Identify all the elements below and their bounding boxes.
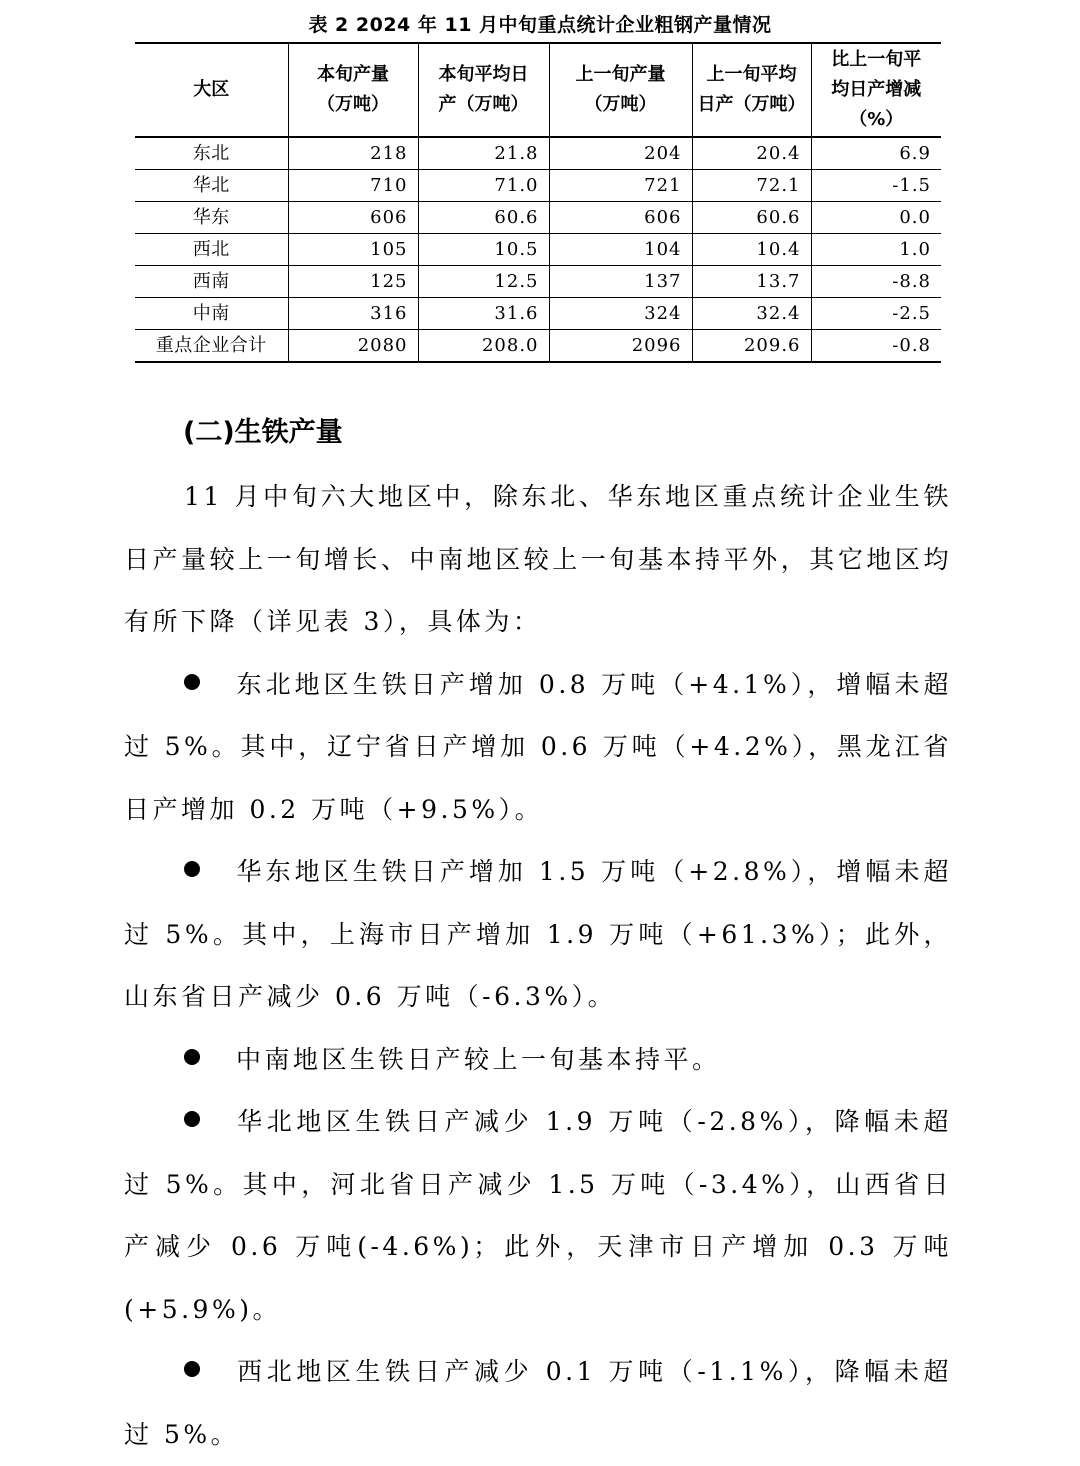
region-cell: 东北 (135, 137, 288, 170)
table-row (135, 298, 941, 330)
header-daily-change-pct: 比上一旬平 均日产增减 （%） (811, 43, 941, 137)
section-heading: (二)生铁产量 (183, 417, 343, 448)
current-daily-avg-cell: 71.0 (418, 170, 549, 202)
previous-daily-avg-cell: 10.4 (692, 234, 811, 266)
bullet-paragraph (124, 841, 952, 1029)
current-daily-avg-cell: 208.0 (418, 330, 549, 363)
region-cell: 中南 (135, 298, 288, 330)
region-cell: 重点企业合计 (135, 330, 288, 363)
table-total-row (135, 330, 941, 363)
daily-change-pct-cell: 1.0 (811, 234, 941, 266)
current-output-cell: 125 (288, 266, 418, 298)
table-row (135, 266, 941, 298)
table-title: 表 2 2024 年 11 月中旬重点统计企业粗钢产量情况 (308, 14, 772, 36)
previous-output-cell: 204 (549, 137, 692, 170)
previous-output-cell: 721 (549, 170, 692, 202)
bullet-paragraph (124, 1091, 952, 1341)
previous-daily-avg-cell: 13.7 (692, 266, 811, 298)
daily-change-pct-cell: -1.5 (811, 170, 941, 202)
current-daily-avg-cell: 60.6 (418, 202, 549, 234)
table-row (135, 202, 941, 234)
previous-output-cell: 104 (549, 234, 692, 266)
region-cell: 西北 (135, 234, 288, 266)
header-current-output: 本旬产量 （万吨） (288, 43, 418, 137)
bullet-icon (184, 1049, 200, 1065)
bullet-paragraph (124, 1029, 952, 1092)
bullet-icon (184, 674, 200, 690)
bullet-icon (184, 1361, 200, 1377)
bullet-icon (184, 1111, 200, 1127)
current-output-cell: 218 (288, 137, 418, 170)
current-output-cell: 710 (288, 170, 418, 202)
previous-daily-avg-cell: 32.4 (692, 298, 811, 330)
header-region: 大区 (135, 43, 288, 137)
current-output-cell: 105 (288, 234, 418, 266)
bullet-paragraph (124, 654, 952, 842)
previous-output-cell: 137 (549, 266, 692, 298)
table-row (135, 137, 941, 170)
bullet-icon (184, 861, 200, 877)
bullet-text: 华北地区生铁日产减少 1.9 万吨（-2.8%），降幅未超过 5%。其中，河北省日产减少 1.5 万吨（-3.4%），山西省日产减少 0.6 万吨(-4.6%)；此外，天津市日产增加 0.3 万吨(+5.9%)。 (124, 1107, 952, 1324)
intro-paragraph: 11 月中旬六大地区中，除东北、华东地区重点统计企业生铁日产量较上一旬增长、中南地区较上一旬基本持平外，其它地区均有所下降（详见表 3），具体为： (124, 482, 952, 636)
previous-output-cell: 606 (549, 202, 692, 234)
header-previous-daily-avg: 上一旬平均 日产（万吨） (692, 43, 811, 137)
previous-daily-avg-cell: 72.1 (692, 170, 811, 202)
section-body (124, 466, 952, 1466)
table-header-row (135, 43, 941, 137)
daily-change-pct-cell: 0.0 (811, 202, 941, 234)
previous-daily-avg-cell: 60.6 (692, 202, 811, 234)
header-current-daily-avg: 本旬平均日 产（万吨） (418, 43, 549, 137)
current-daily-avg-cell: 10.5 (418, 234, 549, 266)
bullet-text: 华东地区生铁日产增加 1.5 万吨（+2.8%），增幅未超过 5%。其中，上海市日产增加 1.9 万吨（+61.3%）；此外，山东省日产减少 0.6 万吨（-6.3%）。 (124, 857, 952, 1011)
bullet-paragraph (124, 1341, 952, 1466)
current-output-cell: 316 (288, 298, 418, 330)
header-previous-output: 上一旬产量 （万吨） (549, 43, 692, 137)
current-daily-avg-cell: 12.5 (418, 266, 549, 298)
previous-output-cell: 324 (549, 298, 692, 330)
bullet-text: 东北地区生铁日产增加 0.8 万吨（+4.1%），增幅未超过 5%。其中，辽宁省日产增加 0.6 万吨（+4.2%），黑龙江省日产增加 0.2 万吨（+9.5%）。 (124, 669, 952, 824)
region-cell: 华东 (135, 202, 288, 234)
region-cell: 西南 (135, 266, 288, 298)
bullet-text: 中南地区生铁日产较上一旬基本持平。 (236, 1044, 721, 1074)
current-daily-avg-cell: 21.8 (418, 137, 549, 170)
region-cell: 华北 (135, 170, 288, 202)
daily-change-pct-cell: -2.5 (811, 298, 941, 330)
current-daily-avg-cell: 31.6 (418, 298, 549, 330)
previous-daily-avg-cell: 20.4 (692, 137, 811, 170)
table-row (135, 234, 941, 266)
daily-change-pct-cell: 6.9 (811, 137, 941, 170)
current-output-cell: 606 (288, 202, 418, 234)
crude-steel-production-table (135, 42, 941, 363)
current-output-cell: 2080 (288, 330, 418, 363)
previous-daily-avg-cell: 209.6 (692, 330, 811, 363)
daily-change-pct-cell: -8.8 (811, 266, 941, 298)
bullet-text: 西北地区生铁日产减少 0.1 万吨（-1.1%），降幅未超过 5%。 (124, 1357, 952, 1449)
daily-change-pct-cell: -0.8 (811, 330, 941, 363)
previous-output-cell: 2096 (549, 330, 692, 363)
table-row (135, 170, 941, 202)
